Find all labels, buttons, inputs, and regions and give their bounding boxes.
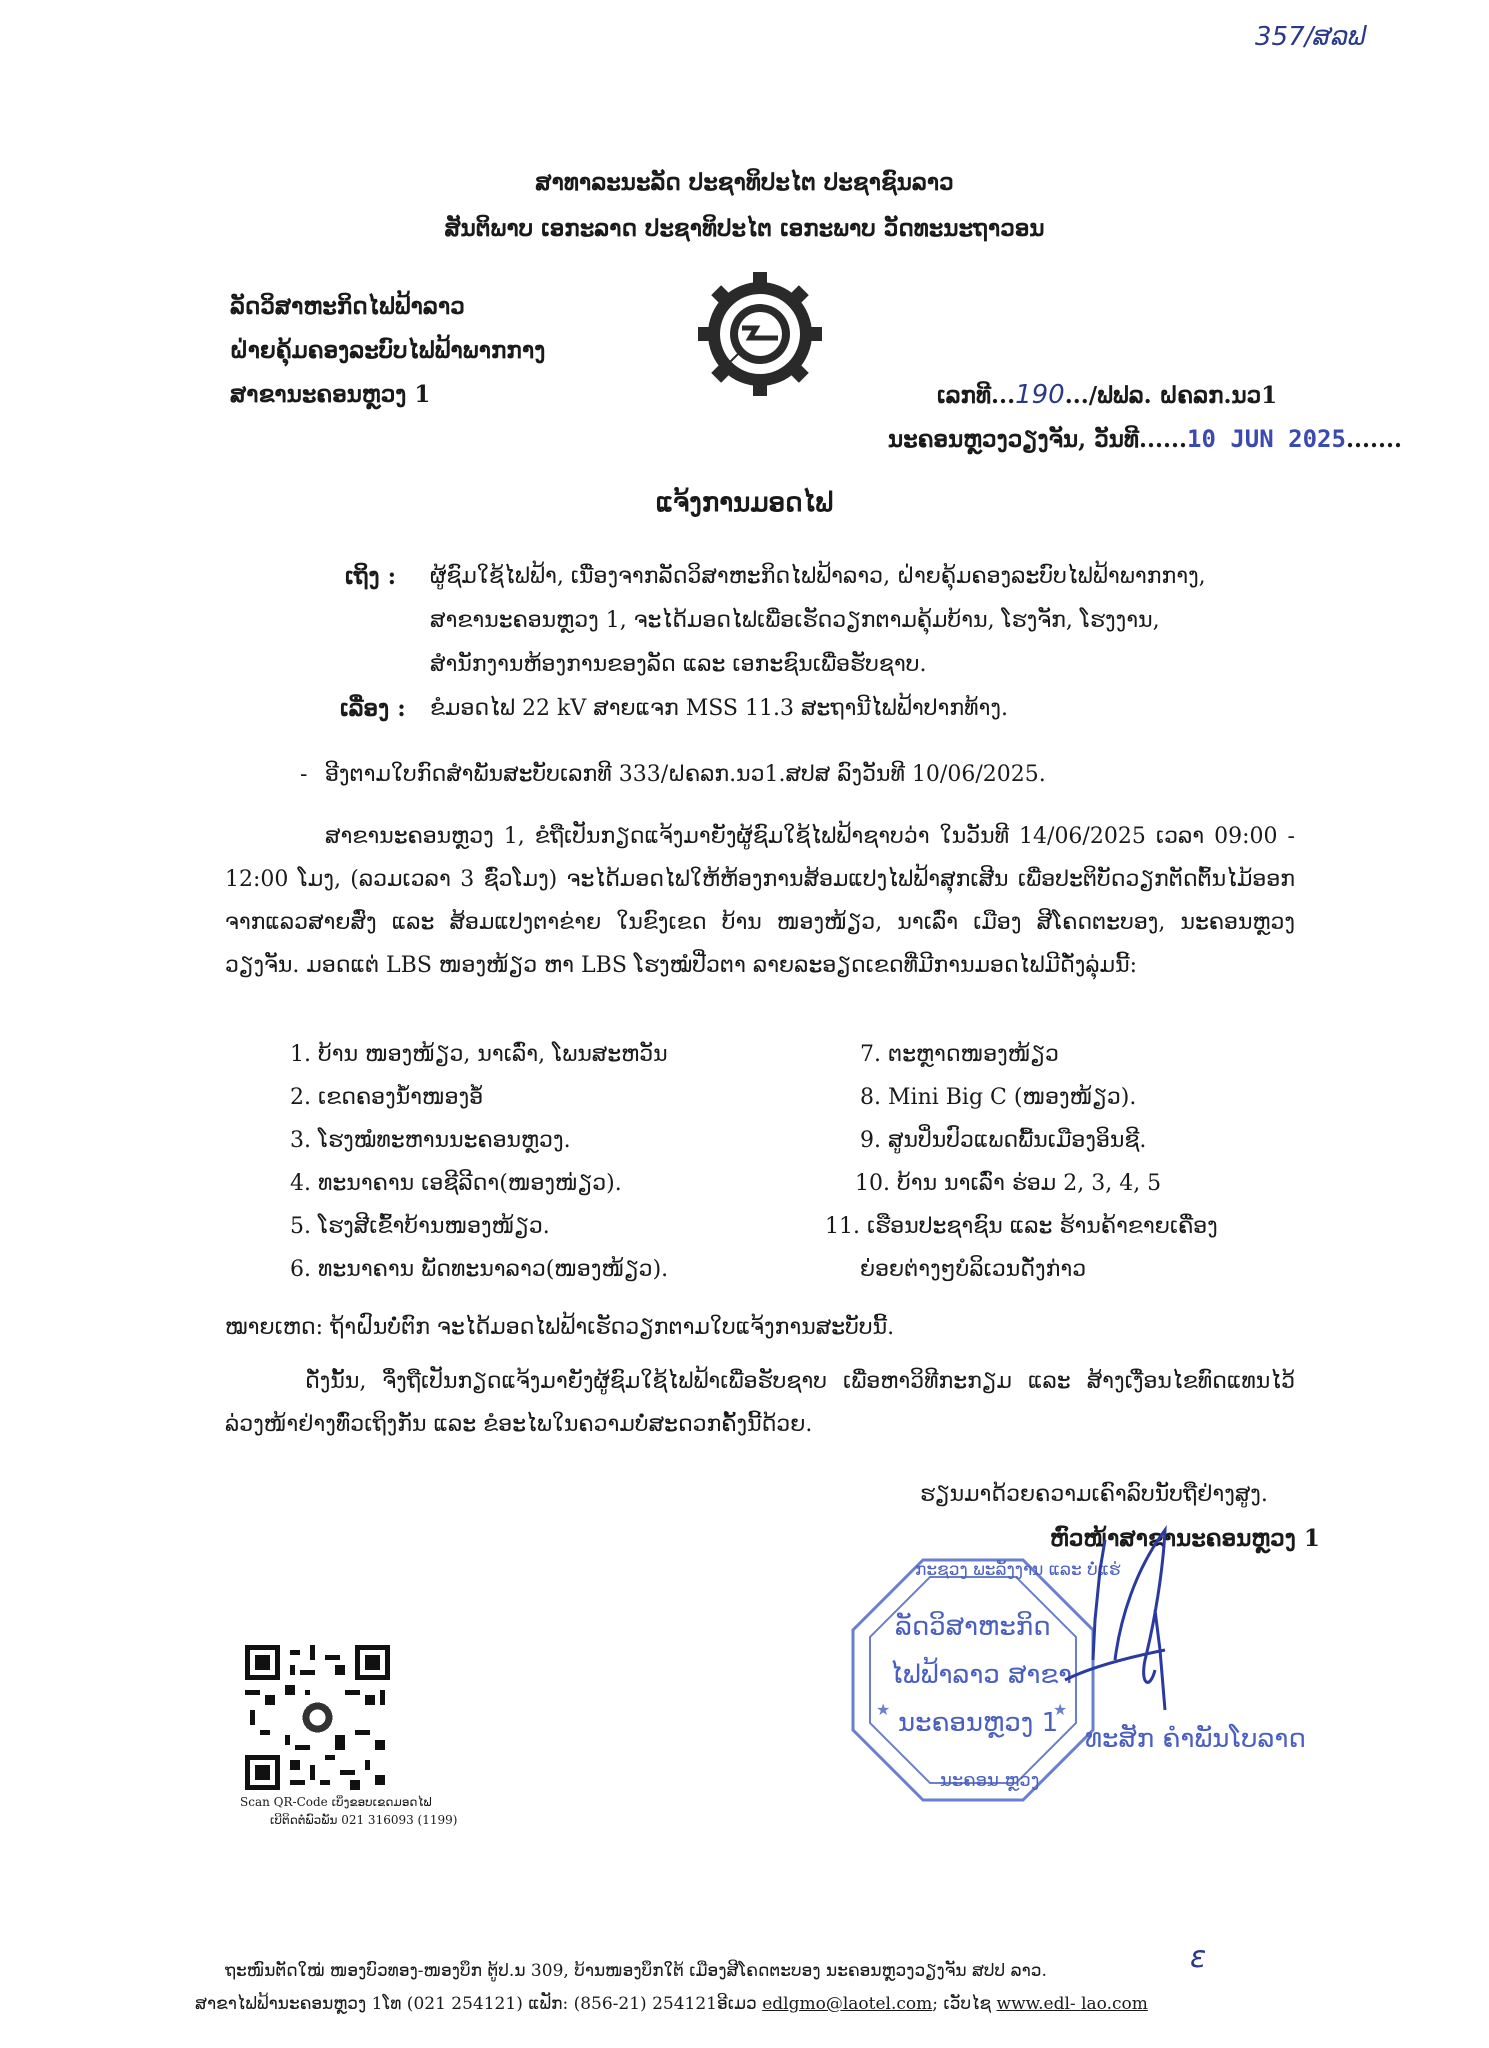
list-item: 1. ບ້ານ ໜອງໜ້ຽວ, ນາເລົ່າ, ໂພນສະຫວັນ bbox=[290, 1042, 668, 1067]
qr-caption-2: ເບີຕິດຕໍ່ພົວພັນ 021 316093 (1199) bbox=[270, 1813, 458, 1827]
handwritten-ref: 357/ສລຟ bbox=[1255, 22, 1367, 52]
doc-number bbox=[937, 380, 1277, 411]
subject-text: ຂໍມອດໄຟ 22 kV ສາຍແຈກ MSS 11.3 ສະຖານີໄຟຟ້າປາກທ້າງ. bbox=[430, 696, 1008, 721]
to-line-1: ຜູ້ຊົມໃຊ້ໄຟຟ້າ, ເນື່ອງຈາກລັດວິສາຫະກິດໄຟຟ້າລາວ, ຝ່າຍຄຸ້ມຄອງລະບົບໄຟຟ້າພາກກາງ, bbox=[430, 564, 1206, 589]
reference-text: ອີງຕາມໃບກົດສຳພັນສະບັບເລກທີ 333/ຝຄລກ.ນວ1.ສປສ ລົງວັນທີ 10/06/2025. bbox=[325, 762, 1046, 787]
note-text: ໝາຍເຫດ: ຖ້າຝົນບໍ່ຕົກ ຈະໄດ້ມອດໄຟຟ້າເຮັດວຽກຕາມໃບແຈ້ງການສະບັບນີ້. bbox=[225, 1315, 895, 1340]
org-line-2: ຝ່າຍຄຸ້ມຄອງລະບົບໄຟຟ້າພາກກາງ bbox=[230, 337, 546, 364]
header-line-2: ສັນຕິພາບ ເອກະລາດ ປະຊາທິປະໄຕ ເອກະພາບ ວັດທະນະຖາວອນ bbox=[444, 215, 1045, 242]
website-link[interactable]: www.edl- lao.com bbox=[996, 1994, 1148, 2014]
qr-code[interactable] bbox=[245, 1645, 390, 1790]
document-title: ແຈ້ງການມອດໄຟ bbox=[655, 488, 834, 518]
footer-contact-mid: ; ເວັບໄຊ bbox=[932, 1994, 997, 2014]
org-line-1: ລັດວິສາຫະກິດໄຟຟ້າລາວ bbox=[230, 293, 465, 320]
date-stamp: 10 JUN 2025 bbox=[1187, 425, 1346, 453]
svg-text:★: ★ bbox=[876, 1700, 891, 1719]
doc-number-suffix: .../ຟຟລ. ຝຄລກ.ນວ1 bbox=[1064, 382, 1278, 409]
org-line-3: ສາຂານະຄອນຫຼວງ 1 bbox=[230, 381, 431, 408]
stamp-ring-bottom: ນະຄອນ ຫຼວງ bbox=[940, 1770, 1040, 1791]
doc-date-suffix: ....... bbox=[1345, 426, 1403, 453]
header-line-1: ສາທາລະນະລັດ ປະຊາທິປະໄຕ ປະຊາຊົນລາວ bbox=[535, 169, 954, 196]
to-line-3: ສຳນັກງານຫ້ອງການຂອງລັດ ແລະ ເອກະຊົນເພື່ອຮັບຊາບ. bbox=[430, 652, 927, 677]
closing-paragraph: ດັ່ງນັ້ນ, ຈຶ່ງຖືເປັນກຽດແຈ້ງມາຍັງຜູ້ຊົມໃຊ້ໄຟຟ້າເພື່ອຮັບຊາບ ເພື່ອຫາວິທີກະກຽມ ແລະ ສ້າງເງື່ອນໄຂທົດແທນໄວ້ລ່ວງໜ້າຢ່າງທົ່ວເຖິງກັນ ແລະ ຂໍອະໄພໃນຄວາມບໍ່ສະດວກຄັ້ງນີ້ດ້ວຍ. bbox=[225, 1369, 1295, 1437]
subject-label: ເລື່ອງ : bbox=[340, 695, 406, 722]
qr-caption-1: Scan QR-Code ເບິ່ງຂອບເຂດມອດໄຟ bbox=[240, 1795, 432, 1809]
stamp-line-1: ລັດວິສາຫະກິດ bbox=[895, 1612, 1051, 1642]
body-paragraph: ສາຂານະຄອນຫຼວງ 1, ຂໍຖືເປັນກຽດແຈ້ງມາຍັງຜູ້ຊົມໃຊ້ໄຟຟ້າຊາບວ່າ ໃນວັນທີ 14/06/2025 ເວລາ 09:00 - 12:00 ໂມງ, (ລວມເວລາ 3 ຊົ່ວໂມງ) ຈະໄດ້ມອດໄຟໃຫ້ຫ້ອງການສ້ອມແປງໄຟຟ້າສຸກເສີນ ເພື່ອປະຕິບັດວຽກຕັດຕົ້ນໄມ້ອອກຈາກແລວສາຍສົ່ງ ແລະ ສ້ອມແປງຕາຂ່າຍ ໃນຂົງເຂດ ບ້ານ ໜອງໜ້ຽວ, ນາເລົ່າ ເມືອງ ສີໂຄດຕະບອງ, ນະຄອນຫຼວງວຽງຈັນ. ມອດແຕ່ LBS ໜອງໜ້ຽວ ຫາ LBS ໂຮງໝໍປີ່ວຕາ ລາຍລະອຽດເຂດທີ່ມີການມອດໄຟມີດັ່ງລຸ່ມນີ້: bbox=[225, 824, 1295, 978]
to-line-2: ສາຂານະຄອນຫຼວງ 1, ຈະໄດ້ມອດໄຟເພື່ອເຮັດວຽກຕາມຄຸ້ມບ້ານ, ໂຮງຈັກ, ໂຮງງານ, bbox=[430, 608, 1160, 633]
list-item: 3. ໂຮງໝໍທະຫານນະຄອນຫຼວງ. bbox=[290, 1128, 571, 1153]
svg-text:★: ★ bbox=[1053, 1700, 1068, 1719]
to-label: ເຖິງ : bbox=[345, 563, 397, 590]
list-item: ຍ່ອຍຕ່າງໆບໍລິເວນດັ່ງກ່າວ bbox=[860, 1257, 1087, 1282]
regards-text: ຮຽນມາດ້ວຍຄວາມເຄົາລົບນັບຖືຢ່າງສູງ. bbox=[920, 1482, 1268, 1507]
signature-icon bbox=[1045, 1510, 1225, 1750]
edl-logo bbox=[695, 268, 825, 398]
list-item: 11. ເຮືອນປະຊາຊົນ ແລະ ຮ້ານຄ້າຂາຍເຄື່ອງ bbox=[825, 1214, 1218, 1239]
doc-number-value: 190 bbox=[1015, 380, 1065, 410]
footer-contact-prefix: ສາຂາໄຟຟ້ານະຄອນຫຼວງ 1ໂທ (021 254121) ແຟັກ: (856-21) 254121ອີເມວ bbox=[195, 1994, 763, 2014]
doc-number-prefix: ເລກທີ... bbox=[937, 382, 1016, 409]
stamp-name: ທະສັກ ຄຳພັນໂບລາດ bbox=[1085, 1724, 1306, 1754]
footer-contact bbox=[195, 1992, 1148, 2016]
signature bbox=[1045, 1510, 1225, 1750]
list-item: 4. ທະນາຄານ ເອຊີລີດາ(ໜອງໜ່ຽວ). bbox=[290, 1171, 622, 1196]
list-item: 5. ໂຮງສີເຂົ້າບ້ານໜອງໜ້ຽວ. bbox=[290, 1214, 550, 1239]
list-item: 2. ເຂດຄອງນ້ຳໜອງອໍ້ bbox=[290, 1085, 484, 1110]
stamp-ring-top: ກະຊວງ ພະລັງງານ ແລະ ບໍ່ແຮ່ bbox=[915, 1560, 1121, 1580]
list-item: 9. ສູນປິ່ນປົວແພດພື້ນເມືອງອິນຊີ. bbox=[860, 1128, 1147, 1153]
list-item: 10. ບ້ານ ນາເລົ່າ ຮ່ອມ 2, 3, 4, 5 bbox=[855, 1171, 1162, 1196]
qr-code-icon bbox=[245, 1645, 390, 1790]
signatory-title: ຫົວໜ້າສາຂານະຄອນຫຼວງ 1 bbox=[1050, 1525, 1320, 1552]
stamp-line-3: ນະຄອນຫຼວງ 1 bbox=[898, 1708, 1059, 1738]
footer-address: ຖະໜົນຕັດໃໝ່ ໜອງບົວທອງ-ໜອງບຶກ ຕູ້ປ.ນ 309, ບ້ານໜອງບຶກໃຕ້ ເມືອງສີໂຄດຕະບອງ ນະຄອນຫຼວງວຽງຈັນ ສປປ ລາວ. bbox=[225, 1961, 1047, 1981]
reference-bullet: - bbox=[300, 762, 308, 787]
gear-logo-icon bbox=[695, 268, 825, 398]
email-link[interactable]: edlgmo@laotel.com bbox=[762, 1994, 933, 2014]
initials-icon: ɛ bbox=[1190, 1940, 1207, 1975]
list-item: 6. ທະນາຄານ ພັດທະນາລາວ(ໜອງໜ້ຽວ). bbox=[290, 1257, 669, 1282]
list-item: 7. ຕະຫຼາດໜອງໜ້ຽວ bbox=[860, 1042, 1059, 1067]
list-item: 8. Mini Big C (ໜອງໜ້ຽວ). bbox=[860, 1085, 1137, 1110]
doc-date-prefix: ນະຄອນຫຼວງວຽງຈັນ, ວັນທີ...... bbox=[888, 426, 1187, 453]
stamp-line-2: ໄຟຟ້າລາວ ສາຂາ bbox=[890, 1660, 1073, 1690]
doc-date bbox=[888, 424, 1402, 455]
